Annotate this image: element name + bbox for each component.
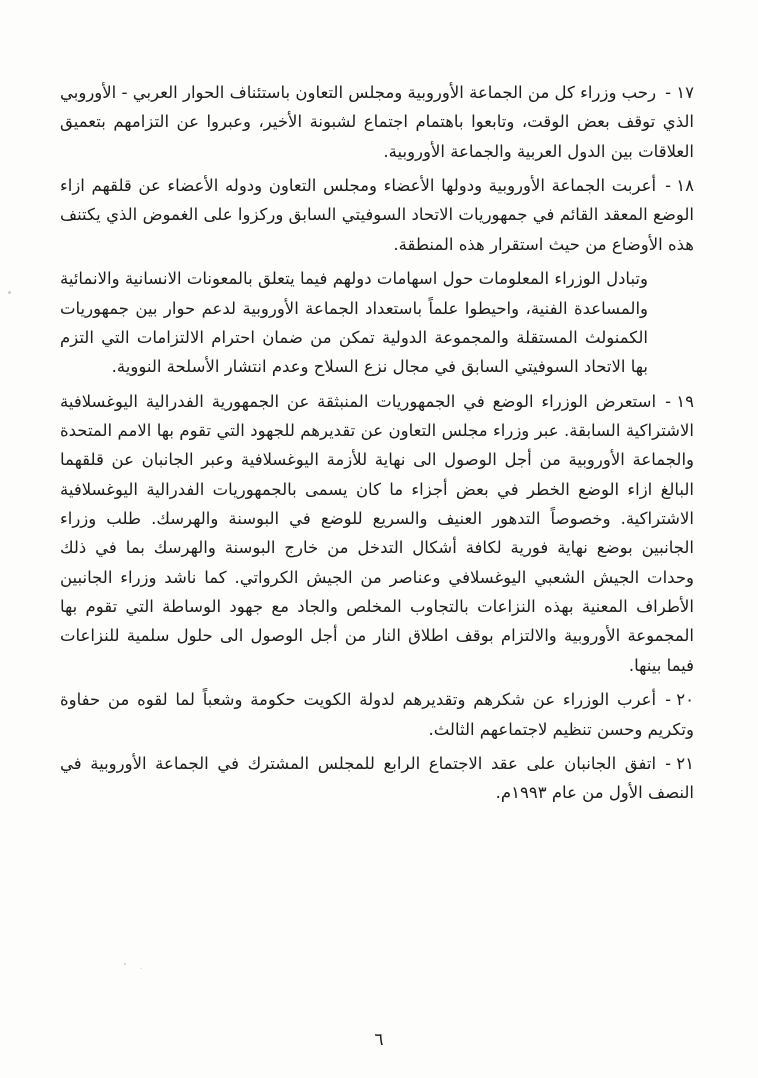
paragraph-17-text: رحب وزراء كل من الجماعة الأوروبية ومجلس التعاون باستئناف الحوار العربي - الأوروبي الذي توقف بعض الوقت، وتابعوا باهتمام اجتماع لشبونة الأخير، وعبروا عن التزامهم بتعميق العلاقات بين الدول العربية والجماعة الأوروبية. <box>60 83 694 161</box>
scan-artifact <box>8 291 11 294</box>
paragraph-18-marker: ١٨ - <box>665 176 694 196</box>
paragraph-18-continuation <box>60 264 648 381</box>
paragraph-21 <box>60 749 694 808</box>
paragraph-21-marker: ٢١ - <box>665 753 694 773</box>
paragraph-21-text: اتفق الجانبان على عقد الاجتماع الرابع للمجلس المشترك في الجماعة الأوروبية في النصف الأول من عام ١٩٩٣م. <box>60 753 694 803</box>
paragraph-17 <box>60 78 694 166</box>
paragraph-20 <box>60 685 694 744</box>
paragraph-19-marker: ١٩ - <box>665 391 694 411</box>
scan-artifact <box>124 963 126 965</box>
paragraph-19-text: استعرض الوزراء الوضع في الجمهوريات المنبثقة عن الجمهورية الفدرالية اليوغسلافية الاشتراكية السابقة. عبر وزراء مجلس التعاون عن تقديرهم للجهود التي تقوم بها الامم المتحدة والجماعة الأوروبية من أجل الوصول الى نهاية للأزمة اليوغسلافية وعبر الجانبان عن قلقهما البالغ ازاء الوضع الخطر في بعض أجزاء ما كان يسمى بالجمهوريات الفدرالية اليوغسلافية الاشتراكية. وخصوصاً التدهور العنيف والسريع للوضع في البوسنة والهرسك. طلب وزراء الجانبين بوضع نهاية فورية لكافة أشكال التدخل من خارج البوسنة والهرسك بما في ذلك وحدات الجيش الشعبي اليوغسلافي وعناصر من الجيش الكرواتي. كما ناشد وزراء الجانبين الأطراف المعنية بهذه النزاعات بالتجاوب المخلص والجاد مع جهود الوساطة التي تقوم بها المجموعة الأوروبية والالتزام بوقف اطلاق النار من أجل الوصول الى حلول سلمية للنزاعات فيما بينها. <box>60 391 694 675</box>
paragraph-20-text: أعرب الوزراء عن شكرهم وتقديرهم لدولة الكويت حكومة وشعباً لما لقوه من حفاوة وتكريم وحسن تنظيم لاجتماعهم الثالث. <box>60 690 694 739</box>
paragraph-19 <box>60 387 694 681</box>
paragraph-20-marker: ٢٠ - <box>665 690 694 710</box>
paragraph-18-text: أعربت الجماعة الأوروبية ودولها الأعضاء ومجلس التعاون ودوله الأعضاء عن قلقهم ازاء الوضع المعقد القائم في جمهوريات الاتحاد السوفيتي السابق وركزوا على الغموض الذي يكتنف هذه الأوضاع من حيث استقرار هذه المنطقة. <box>60 176 694 254</box>
scan-artifact <box>140 968 142 969</box>
paragraph-18 <box>60 171 694 259</box>
paragraph-18-continuation-text: وتبادل الوزراء المعلومات حول اسهامات دولهم فيما يتعلق بالمعونات الانسانية والانمائية والمساعدة الفنية، واحيطوا علماً باستعداد الجماعة الأوروبية لدعم حوار بين جمهوريات الكمنولث المستقلة والمجموعة الدولية تمكن من ضمان احترام الالتزامات التي التزم بها الاتحاد السوفيتي السابق في مجال نزع السلاح وعدم انتشار الأسلحة النووية. <box>60 269 648 377</box>
page-number: ٦ <box>374 1030 384 1050</box>
paragraph-17-marker: ١٧ - <box>665 83 694 102</box>
document-body <box>60 78 694 813</box>
